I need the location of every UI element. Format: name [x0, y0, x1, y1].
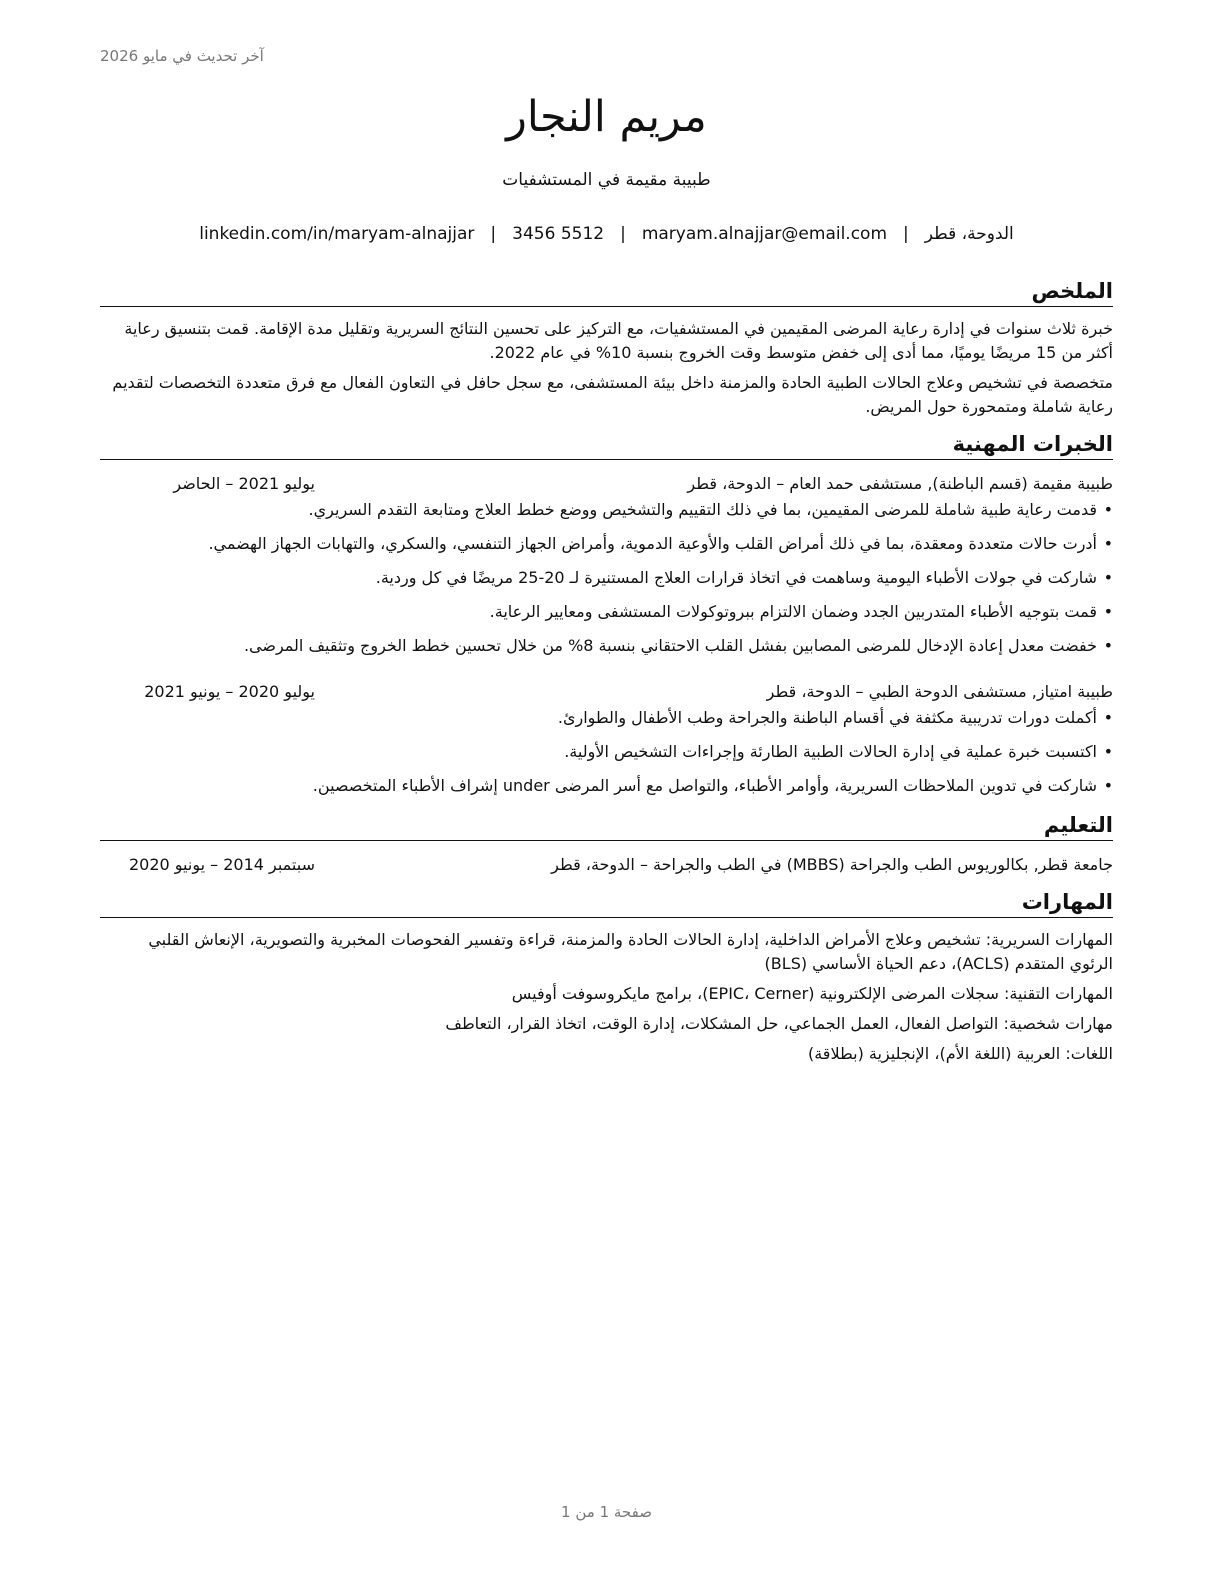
job-entry: [100, 472, 1113, 658]
page-number: صفحة 1 من 1: [561, 1503, 652, 1521]
job-dates: يوليو 2020 – يونيو 2021: [144, 682, 315, 701]
page-title: مريم النجار: [506, 92, 707, 142]
experience-section: [100, 431, 1113, 798]
education-heading: جامعة قطر, بكالوريوس الطب والجراحة (MBBS) في الطب والجراحة – الدوحة، قطر: [551, 855, 1113, 874]
education-section: [100, 812, 1113, 877]
job-bullets: [100, 498, 1113, 658]
job-heading: طبيبة مقيمة (قسم الباطنة), مستشفى حمد العام – الدوحة، قطر: [687, 474, 1113, 493]
skills-section: [100, 889, 1113, 1066]
education-entry: [100, 853, 1113, 877]
contact-separator: |: [903, 224, 909, 244]
section-title-summary: الملخص: [100, 278, 1113, 307]
job-bullets: [100, 706, 1113, 798]
job-bullet: • شاركت في جولات الأطباء اليومية وساهمت في اتخاذ قرارات العلاج المستنيرة لـ 20-25 مريضًا في كل وردية.: [100, 566, 1113, 590]
skills-line: المهارات السريرية: تشخيص وعلاج الأمراض الداخلية، إدارة الحالات الحادة والمزمنة، قراءة وتفسير الفحوصات المخبرية والتصويرية، الإنعاش القلبي الرئوي المتقدم (ACLS)، دعم الحياة الأساسي (BLS): [148, 930, 1113, 973]
job-title: طبيبة مقيمة في المستشفيات: [502, 170, 711, 190]
contact-separator: |: [620, 224, 626, 244]
summary-section: [100, 278, 1113, 419]
skills-line: مهارات شخصية: التواصل الفعال، العمل الجماعي، حل المشكلات، إدارة الوقت، اتخاذ القرار، التعاطف: [445, 1014, 1113, 1033]
contact-separator: |: [490, 224, 497, 244]
job-bullet: • قمت بتوجيه الأطباء المتدربين الجدد وضمان الالتزام ببروتوكولات المستشفى ومعايير الرعاية.: [100, 600, 1113, 624]
summary-paragraph: متخصصة في تشخيص وعلاج الحالات الطبية الحادة والمزمنة داخل بيئة المستشفى، مع سجل حافل في التعاون الفعال مع فرق متعددة التخصصات لتقديم رعاية شاملة ومتمحورة حول المريض.: [112, 373, 1113, 416]
job-header: [100, 680, 1113, 704]
contact-line: [100, 224, 1113, 244]
contact-linkedin[interactable]: linkedin.com/in/maryam-alnajjar: [199, 224, 475, 244]
job-dates: يوليو 2021 – الحاضر: [173, 474, 315, 493]
job-header: [100, 472, 1113, 496]
job-entry: [100, 680, 1113, 798]
job-bullet: • قدمت رعاية طبية شاملة للمرضى المقيمين، بما في ذلك التقييم والتشخيص ووضع خطط العلاج ومتابعة التقدم السريري.: [100, 498, 1113, 522]
resume-page: [100, 0, 1113, 1584]
job-bullet: • شاركت في تدوين الملاحظات السريرية، وأوامر الأطباء، والتواصل مع أسر المرضى under إشراف الأطباء المتخصصين.: [100, 774, 1113, 798]
contact-location: الدوحة، قطر: [924, 224, 1014, 244]
job-bullet: • اكتسبت خبرة عملية في إدارة الحالات الطبية الطارئة وإجراءات التشخيص الأولية.: [100, 740, 1113, 764]
education-dates: سبتمبر 2014 – يونيو 2020: [128, 855, 315, 874]
job-heading: طبيبة امتياز, مستشفى الدوحة الطبي – الدوحة، قطر: [766, 682, 1113, 701]
summary-paragraph: خبرة ثلاث سنوات في إدارة رعاية المرضى المقيمين في المستشفيات، مع التركيز على تحسين النتائج السريرية وتقليل مدة الإقامة. قمت بتنسيق رعاية أكثر من 15 مريضًا يوميًا، مما أدى إلى خفض متوسط وقت الخروج بنسبة 10% في عام 2022.: [124, 319, 1113, 362]
section-title-skills: المهارات: [100, 889, 1113, 918]
resume-content: [100, 278, 1113, 1066]
job-bullet: • أدرت حالات متعددة ومعقدة، بما في ذلك أمراض القلب والأوعية الدموية، وأمراض الجهاز التنفسي، والسكري، والتهابات الجهاز الهضمي.: [100, 532, 1113, 556]
skills-line: المهارات التقنية: سجلات المرضى الإلكترونية (EPIC، Cerner)، برامج مايكروسوفت أوفيس: [511, 984, 1113, 1003]
job-bullet: • خفضت معدل إعادة الإدخال للمرضى المصابين بفشل القلب الاحتقاني بنسبة 8% من خلال تحسين خطط الخروج وتثقيف المرضى.: [100, 634, 1113, 658]
contact-phone: 3456 5512: [512, 224, 605, 244]
section-title-experience: الخبرات المهنية: [100, 431, 1113, 460]
job-bullet: • أكملت دورات تدريبية مكثفة في أقسام الباطنة والجراحة وطب الأطفال والطوارئ.: [100, 706, 1113, 730]
last-updated: آخر تحديث في مايو 2026: [100, 47, 264, 65]
section-title-education: التعليم: [100, 812, 1113, 841]
skills-line: اللغات: العربية (اللغة الأم)، الإنجليزية (بطلاقة): [807, 1044, 1113, 1063]
contact-email[interactable]: maryam.alnajjar@email.com: [641, 224, 888, 244]
